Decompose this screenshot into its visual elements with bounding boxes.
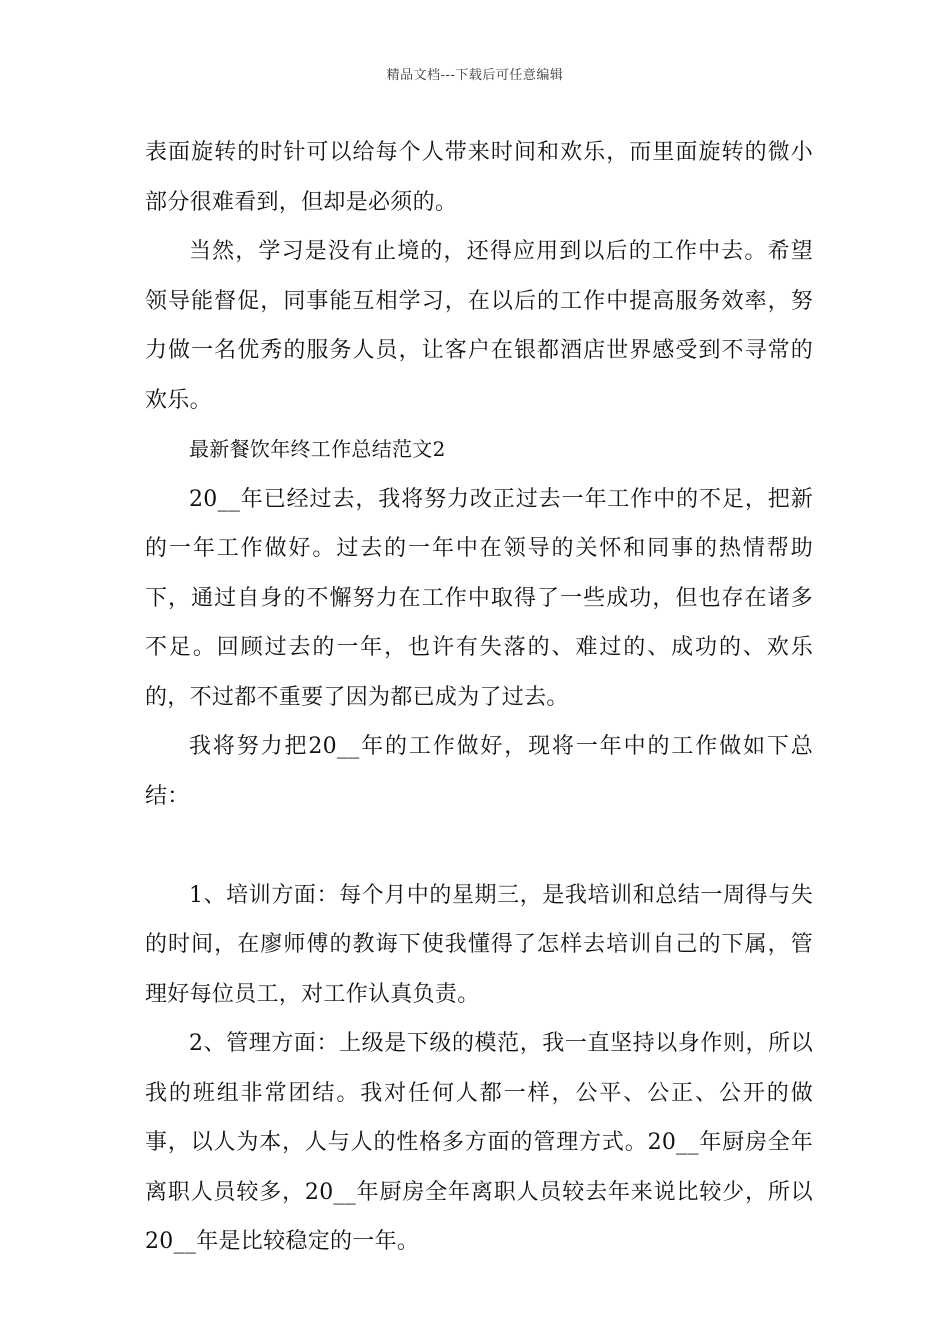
paragraph-summary-intro: 我将努力把20__年的工作做好，现将一年中的工作做如下总结： bbox=[145, 734, 813, 809]
page-header: 精品文档---下载后可任意编辑 bbox=[386, 68, 564, 83]
paragraph-management: 2、管理方面：上级是下级的模范，我一直坚持以身作则，所以我的班组非常团结。我对任何人都一样，公平、公正、公开的做事，以人为本，人与人的性格多方面的管理方式。20__年厨房全年离职人员较多，20__年厨房全年离职人员较去年来说比较少，所以20__年是比较稳定的一年。 bbox=[145, 1031, 813, 1254]
blank-line bbox=[145, 821, 813, 871]
section-title: 最新餐饮年终工作总结范文2 bbox=[189, 437, 446, 461]
paragraph-continuation: 表面旋转的时针可以给每个人带来时间和欢乐，而里面旋转的微小部分很难看到，但却是必须的。 bbox=[145, 140, 813, 215]
paragraph-year-review: 20__年已经过去，我将努力改正过去一年工作中的不足，把新的一年工作做好。过去的一年中在领导的关怀和同事的热情帮助下，通过自身的不懈努力在工作中取得了一些成功，但也存在诸多不足。回顾过去的一年，也许有失落的、难过的、成功的、欢乐的，不过都不重要了因为都已成为了过去。 bbox=[145, 486, 813, 710]
paragraph-learning: 当然，学习是没有止境的，还得应用到以后的工作中去。希望领导能督促，同事能互相学习，在以后的工作中提高服务效率，努力做一名优秀的服务人员，让客户在银都酒店世界感受到不寻常的欢乐。 bbox=[145, 239, 813, 413]
document-body bbox=[145, 128, 813, 1267]
paragraph-training: 1、培训方面：每个月中的星期三，是我培训和总结一周得与失的时间，在廖师傅的教诲下使我懂得了怎样去培训自己的下属，管理好每位员工，对工作认真负责。 bbox=[145, 882, 813, 1007]
